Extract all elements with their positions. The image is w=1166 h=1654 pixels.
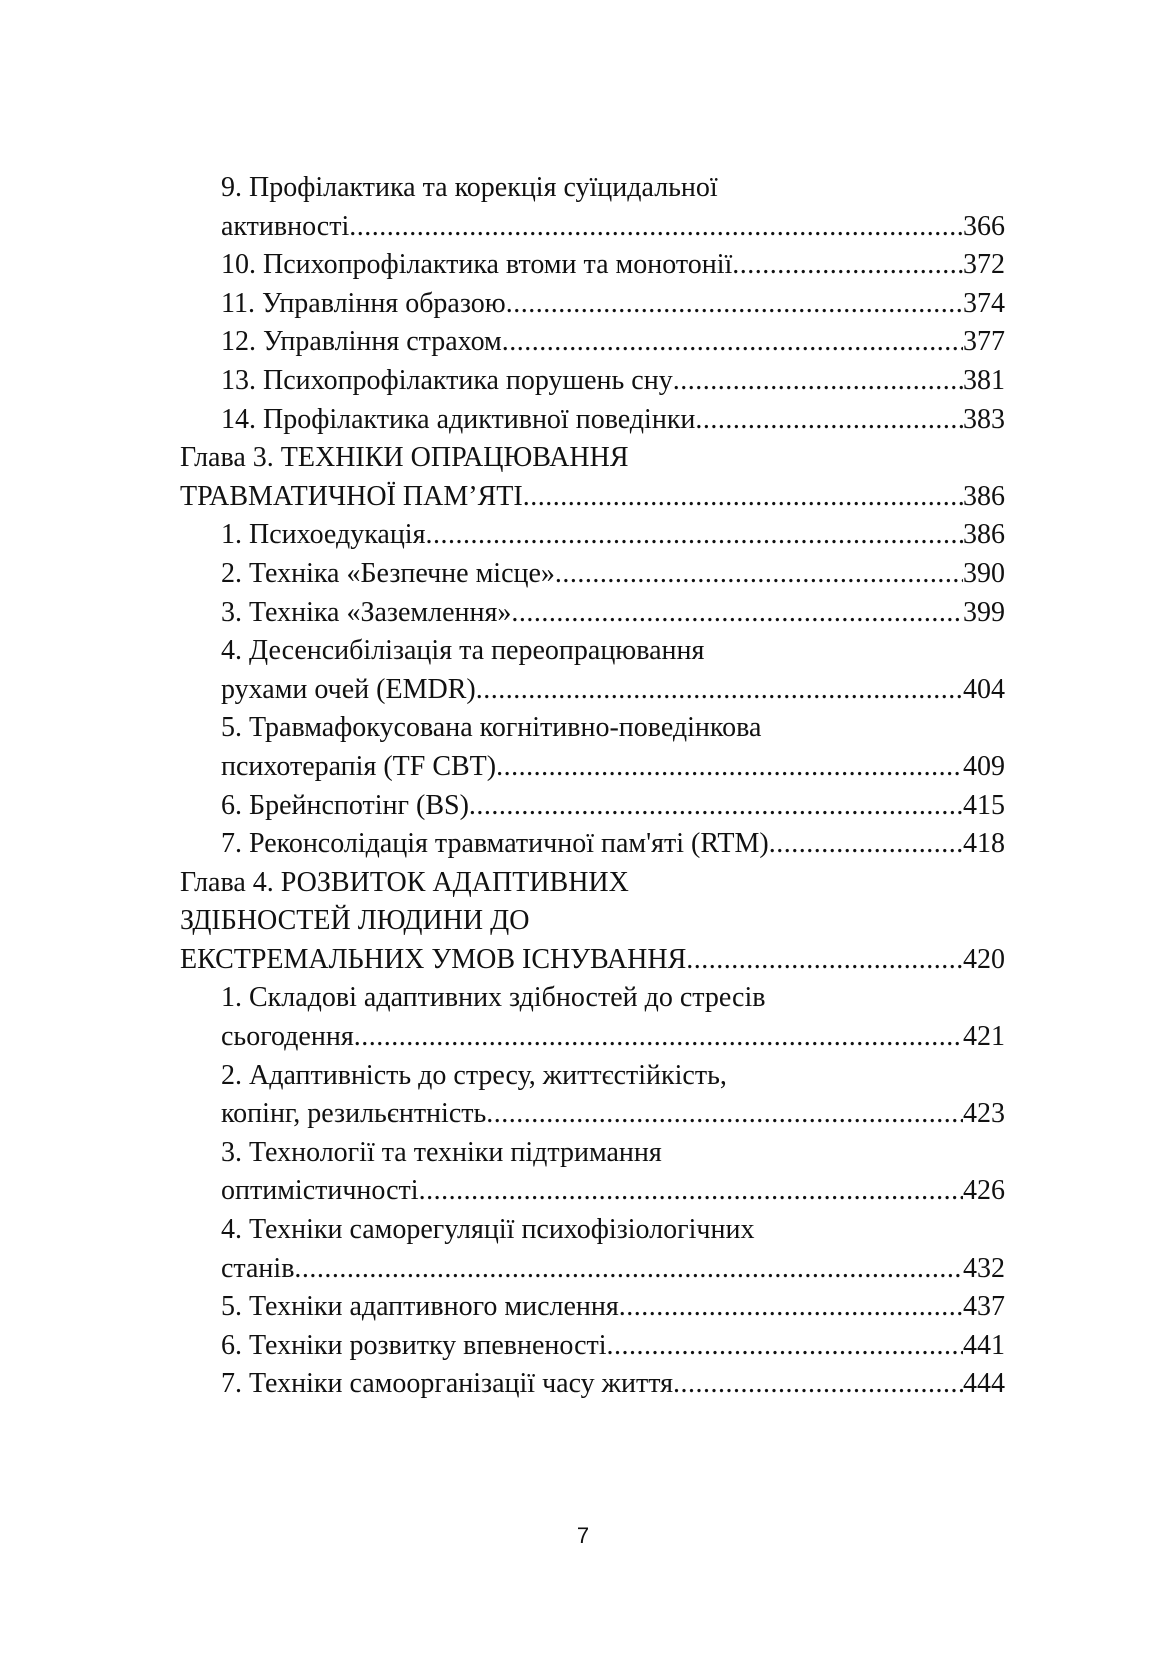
toc-entry-line	[0, 709, 1166, 748]
toc-entry-line	[0, 323, 1166, 362]
toc-entry-line	[0, 787, 1166, 826]
dot-leader	[555, 555, 963, 594]
toc-page-number: 386	[963, 519, 1005, 551]
dot-leader	[769, 825, 963, 864]
toc-entry-line	[0, 401, 1166, 440]
toc-entry-title: 3. Технології та техніки підтримання	[221, 1136, 662, 1168]
dot-leader	[486, 1095, 963, 1134]
toc-entry-title: активності	[221, 210, 350, 242]
toc-chapter-line	[0, 941, 1166, 980]
toc-entry-title: 1. Складові адаптивних здібностей до стресів	[221, 982, 766, 1014]
dot-leader	[511, 594, 963, 633]
dot-leader	[732, 246, 963, 285]
dot-leader	[294, 1250, 963, 1289]
toc-page-number: 374	[963, 287, 1005, 319]
toc-page-number: 423	[963, 1098, 1005, 1130]
toc-entry-title: оптимістичності	[221, 1175, 419, 1207]
toc-chapter-title: ЗДІБНОСТЕЙ ЛЮДИНИ ДО	[180, 905, 530, 937]
toc-entry-line	[0, 1172, 1166, 1211]
dot-leader	[419, 1172, 963, 1211]
toc-entry-title: 1. Психоедукація	[221, 519, 426, 551]
toc-entry-title: 9. Профілактика та корекція суїцидальної	[221, 172, 718, 203]
toc-entry-title: 5. Техніки адаптивного мислення	[221, 1291, 619, 1323]
toc-entry-title: 2. Адаптивність до стресу, життєстійкість,	[221, 1059, 727, 1091]
toc-entry-line	[0, 632, 1166, 671]
toc-chapter-title: ЕКСТРЕМАЛЬНИХ УМОВ ІСНУВАННЯ	[180, 943, 687, 975]
toc-chapter-title: Глава 4. РОЗВИТОК АДАПТИВНИХ	[180, 866, 629, 898]
toc-chapter-title: Глава 3. ТЕХНІКИ ОПРАЦЮВАННЯ	[180, 442, 629, 474]
toc-entry-line	[0, 208, 1166, 247]
dot-leader	[686, 941, 963, 980]
toc-chapter-line	[0, 902, 1166, 941]
toc-entry-title: 13. Психопрофілактика порушень сну	[221, 364, 673, 396]
toc-page-number: 415	[963, 789, 1005, 821]
toc-entry-line	[0, 1250, 1166, 1289]
toc-entry-line	[0, 285, 1166, 324]
dot-leader	[476, 671, 963, 710]
toc-chapter-line	[0, 478, 1166, 517]
toc-entry-title: 6. Брейнспотінг (BS)	[221, 789, 469, 821]
toc-entry-title: 7. Техніки самоорганізації часу життя	[221, 1368, 673, 1400]
toc-entry-title: 5. Травмафокусована когнітивно-поведінкова	[221, 712, 762, 744]
dot-leader	[673, 1365, 963, 1404]
toc-page-number: 409	[963, 750, 1005, 782]
toc-page-number: 421	[963, 1021, 1005, 1053]
toc-page-number: 418	[963, 828, 1005, 860]
toc-page-number: 420	[963, 943, 1005, 975]
toc-page-number: 444	[963, 1368, 1005, 1400]
toc-page-number: 390	[963, 557, 1005, 589]
dot-leader	[425, 516, 963, 555]
toc-entry-title: рухами очей (EMDR)	[221, 673, 476, 705]
toc-entry-title: 7. Реконсолідація травматичної пам'яті (RTM)	[221, 828, 769, 860]
toc-entry-line	[0, 825, 1166, 864]
toc-entry-line	[0, 1365, 1166, 1404]
toc-entry-line	[0, 362, 1166, 401]
toc-page-number: 399	[963, 596, 1005, 628]
toc-chapter-line	[0, 439, 1166, 478]
page-number: 7	[576, 1523, 590, 1548]
toc-page-number: 372	[963, 249, 1005, 281]
dot-leader	[673, 362, 963, 401]
toc-entry-line	[0, 1211, 1166, 1250]
dot-leader	[496, 748, 963, 787]
toc-page-number: 432	[963, 1252, 1005, 1284]
toc-entry-line	[0, 1134, 1166, 1173]
toc-entry-line	[0, 246, 1166, 285]
toc-entry-title: 4. Десенсибілізація та переопрацювання	[221, 635, 705, 667]
dot-leader	[607, 1327, 963, 1366]
toc-chapter-title: ТРАВМАТИЧНОЇ ПАМ’ЯТІ	[180, 480, 523, 512]
toc-page-number: 383	[963, 403, 1005, 435]
toc-page-number: 381	[963, 364, 1005, 396]
dot-leader	[469, 787, 963, 826]
toc-page-number: 404	[963, 673, 1005, 705]
toc-entry-line	[0, 594, 1166, 633]
toc-page-number: 366	[963, 210, 1005, 242]
toc-entry-line	[0, 979, 1166, 1018]
dot-leader	[619, 1288, 963, 1327]
toc-entry-title: психотерапія (TF CBT)	[221, 750, 497, 782]
toc-entry-title: 6. Техніки розвитку впевненості	[221, 1329, 607, 1361]
toc-chapter-line	[0, 864, 1166, 903]
toc-entry-line	[0, 1327, 1166, 1366]
toc-entry-title: 10. Психопрофілактика втоми та монотонії	[221, 249, 733, 281]
toc-page-number: 437	[963, 1291, 1005, 1323]
dot-leader	[354, 1018, 963, 1057]
dot-leader	[523, 478, 963, 517]
toc-entry-line	[0, 516, 1166, 555]
toc-entry-line	[0, 1095, 1166, 1134]
toc-entry-title: 14. Профілактика адиктивної поведінки	[221, 403, 696, 435]
toc-entry-line	[0, 555, 1166, 594]
toc-entry-title: копінг, резильєнтність	[221, 1098, 487, 1130]
dot-leader	[349, 208, 963, 247]
toc-entry-title: 3. Техніка «Заземлення»	[221, 596, 512, 628]
toc-entry-line	[0, 1018, 1166, 1057]
toc-page-number: 377	[963, 326, 1005, 358]
toc-entry-title: станів	[221, 1252, 295, 1284]
toc-entry-line	[0, 748, 1166, 787]
toc-entry-title: 4. Техніки саморегуляції психофізіологічних	[221, 1214, 755, 1246]
dot-leader	[502, 323, 963, 362]
dot-leader	[695, 401, 963, 440]
toc-entry-line	[0, 671, 1166, 710]
table-of-contents	[0, 169, 1166, 1404]
toc-entry-line	[0, 1288, 1166, 1327]
toc-entry-title: сьогодення	[221, 1021, 354, 1053]
toc-entry-line	[0, 1057, 1166, 1096]
toc-page-number: 386	[963, 480, 1005, 512]
toc-entry-line	[0, 169, 1166, 208]
toc-page-number: 426	[963, 1175, 1005, 1207]
toc-page-number: 441	[963, 1329, 1005, 1361]
toc-entry-title: 12. Управління страхом	[221, 326, 502, 358]
toc-entry-title: 2. Техніка «Безпечне місце»	[221, 557, 555, 589]
dot-leader	[506, 285, 963, 324]
toc-entry-title: 11. Управління образою	[221, 287, 506, 319]
